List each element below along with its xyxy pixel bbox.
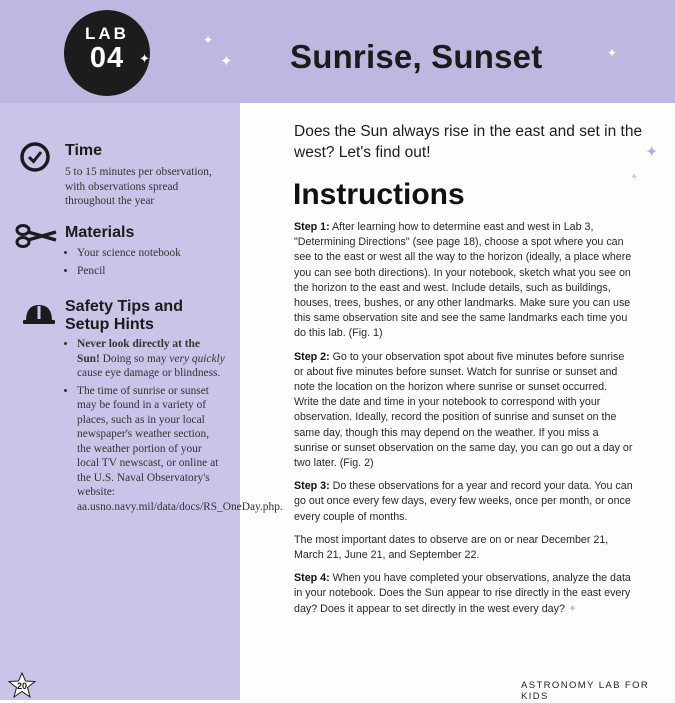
sparkle-icon: ✦ [607, 46, 618, 60]
time-body: 5 to 15 minutes per observation, with observations spread throughout the year [65, 166, 212, 207]
safety-title [65, 298, 183, 334]
sparkle-icon: ✦ [630, 172, 639, 183]
important-dates: The most important dates to observe are on or near December 21, March 21, June 21, and September 22. [294, 533, 609, 562]
sparkle-icon: ✦ [645, 144, 659, 161]
sparkle-icon: ✦ [139, 51, 150, 66]
step-label: Step 1: [294, 221, 330, 233]
safety-emphasis: very quickly [169, 352, 225, 365]
clock-icon [18, 140, 52, 174]
step-3 [294, 479, 634, 525]
header-band [0, 0, 675, 103]
step-text: When you have completed your observations, analyze the data in your notebook. Does the Sun appear to rise directly in the east every day? Does it appear to set directly in the west every day? [294, 572, 631, 615]
lab-label: LAB [85, 24, 129, 43]
safety-list [65, 337, 283, 517]
safety-tip-text: Doing so may [99, 352, 170, 365]
materials-title: Materials [65, 224, 135, 241]
step-text: Go to your observation spot about five minutes before sunrise or about five minutes before sunset. Watch for sunrise or sunset and note the location on the horizon where sunrise or sunset occurred. Write the date and time in your notebook to correspond with your observation. Ideally, record the position of sunrise and sunset on the same day, though this may depend on the weather. If you miss a sunrise or sunset observation on the same day, you can go out a day or two later. (Fig. 2) [294, 350, 633, 470]
step-label: Step 3: [294, 480, 330, 493]
list-item: • Pencil [77, 264, 225, 279]
step-4 [294, 571, 634, 617]
step-1 [294, 220, 634, 342]
time-title: Time [65, 142, 103, 159]
instruction-steps [294, 220, 634, 625]
intro-question: Does the Sun always rise in the east and set in the west? Let's find out! [294, 123, 643, 161]
materials-list [65, 246, 225, 281]
safety-title-line2: Setup Hints [65, 316, 154, 333]
sidebar [0, 103, 283, 700]
step-text: Do these observations for a year and record your data. You can go out once every few days, every few weeks, once per month, or once every couple of months. [294, 480, 633, 523]
safety-title-line1: Safety Tips and [65, 298, 183, 315]
list-item: • The time of sunrise or sunset may be found in a variety of places, such as in your local newspaper's weather section, the weather portion of your local TV newscast, or online at the U.S. Naval Observatory's website: aa.usno.navy.mil/data/docs/RS_OneDay.php. [77, 384, 225, 515]
page-number-badge [7, 672, 37, 698]
hard-hat-icon [22, 301, 56, 327]
page-number: 20 [16, 681, 27, 691]
scissors-icon [14, 223, 58, 249]
sparkle-icon: ✦ [220, 53, 233, 70]
step-2 [294, 350, 634, 472]
list-item [77, 337, 225, 381]
sparkle-icon: ✦ [567, 602, 577, 615]
step-label: Step 4: [294, 572, 330, 585]
safety-warning: Never look directly at the Sun! [77, 338, 200, 365]
lab-number: 04 [89, 42, 125, 74]
list-item: • Your science notebook [77, 246, 225, 261]
sparkle-icon: ✦ [203, 33, 214, 47]
step-text: After learning how to determine east and west in Lab 3, "Determining Directions" (see page 18), choose a spot where you can see to the east or west all the way to the horizon (ideally, a place where you can see both directions). In your notebook, sketch what you see on the horizon to the east and west. Include details, such as buildings, houses, trees, bushes, or any other landmarks. Make sure you can use this same observation site and see the same landmarks each time you do this lab. (Fig. 1) [294, 221, 632, 340]
safety-tip-text: cause eye damage or blindness. [77, 367, 221, 379]
book-title-footer: ASTRONOMY LAB FOR KIDS [521, 680, 650, 702]
page-title: Sunrise, Sunset [290, 38, 543, 75]
instructions-heading: Instructions [293, 178, 465, 211]
lab-badge [64, 10, 150, 96]
step-label: Step 2: [294, 350, 330, 363]
